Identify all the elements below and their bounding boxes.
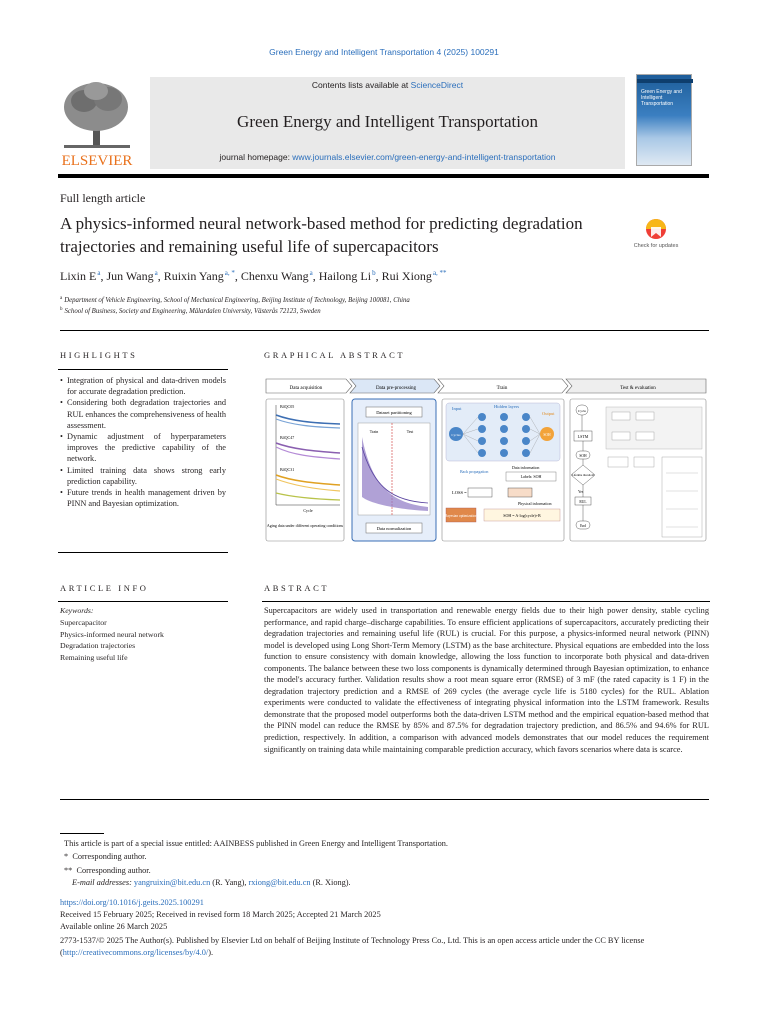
crossmark-badge[interactable] (633, 218, 679, 258)
elsevier-logo[interactable] (58, 77, 136, 169)
abstract-body: Supercapacitors are widely used in transportation and renewable energy fields due to their high power density, stable cycling performance, and rapid charge–discharge capabilities. To ensure efficient applications of supercapacitors, accurately predicting their degradation trajectories and remaining useful life (RUL) is crucial. For this purpose, a physics-informed neural network (PINN) model is developed using Long Short-Term Memory (LSTM) as the base architecture. Physical equations are embedded into the loss function to ensure consistency with domain knowledge, allowing the loss function to incorporate both physical and data-driven components. The balance between these two loss components is dynamically determined through Bayesian optimization, to enhance the model's accuracy further. Validation results show a root mean square error (RMSE) of 3 mF (the rated capacity is 1 F) in the degradation trajectory prediction and a RMSE of 269 cycles (the average cycle life is 5180 cycles) for the RUL. Ablation experiments were conducted to validate the effectiveness of integrating physical information into the LSTM framework. Results demonstrate that the proposed model outperforms both the data-driven LSTM method and the empirical equation-based method that the PINN model can reduce the RMSE by 85% and 87.5% for degradation trajectory prediction, and 86.5% and 94.6% for RUL prediction, respectively. In addition, a comparison with advanced models demonstrates that our model reduces the requirement significantly on training data while maintaining comparable prediction accuracy, which favors scenarios where data is scarce. (264, 606, 709, 754)
license-link[interactable]: http://creativecommons.org/licenses/by/4.0/ (62, 948, 209, 957)
homepage-link[interactable]: www.journals.elsevier.com/green-energy-and-intelligent-transportation (292, 152, 556, 162)
header-rule (58, 174, 709, 178)
author[interactable]: Jun Wang$^a$ (106, 269, 158, 283)
doi-line (60, 898, 204, 907)
doi-link[interactable]: https://doi.org/10.1016/j.geits.2025.100291 (60, 898, 204, 907)
highlights-heading: HIGHLIGHTS (60, 350, 138, 360)
crossmark-icon (646, 219, 666, 239)
article-title: A physics-informed neural network-based method for predicting degradation trajectories and remaining useful life of supercapacitors (60, 214, 583, 256)
lifetime-box: Lifetime threshold (571, 473, 595, 477)
stage-label: Data pre-processing (375, 386, 417, 391)
article-type: Full length article (60, 191, 146, 205)
email-link[interactable]: rxiong@bit.edu.cn (248, 878, 311, 887)
keyword: Physics-informed neural network (60, 629, 164, 639)
labels-soh: Labels: SOH (520, 474, 542, 479)
physical-info-label: Physical information (518, 501, 552, 506)
abstract-heading: ABSTRACT (264, 583, 330, 593)
author[interactable]: Rui Xiong$^{a, **}$ (381, 269, 447, 283)
yes-label: Yes (578, 490, 584, 494)
highlights-list (60, 375, 226, 509)
publisher-logo-text: ELSEVIER (61, 153, 133, 169)
article-info-heading: ARTICLE INFO (60, 583, 149, 593)
stage-label: Train (496, 386, 508, 391)
cell-label: B4QC47 (280, 435, 295, 440)
cell-label: B4QC31 (280, 467, 295, 472)
homepage-prefix: journal homepage: (219, 152, 293, 162)
input-label: Input (452, 406, 462, 411)
highlights-rule-top (58, 369, 228, 370)
end-box: End (580, 524, 586, 528)
author[interactable]: Ruixin Yang$^{a, *}$ (163, 269, 235, 283)
affiliation-a: $^a$ Department of Vehicle Engineering, School of Mechanical Engineering, Beijing Institute of Technology, Beijing 100081, China (60, 296, 410, 304)
highlight-item: • Integration of physical and data-driven models for accurate degradation prediction. (60, 375, 226, 397)
aging-caption: Aging data under different operating conditions (266, 523, 344, 528)
sciencedirect-link[interactable]: ScienceDirect (410, 80, 464, 90)
journal-cover[interactable] (636, 74, 692, 166)
stage-label: Data acquisition (289, 386, 323, 391)
partition-label: Dataset partitioning (376, 410, 412, 415)
highlight-item: • Future trends in health management driven by PINN and Bayesian optimization. (60, 487, 226, 509)
cycles-node: Cycles (451, 433, 461, 437)
homepage-line (150, 152, 625, 162)
highlight-item: • Limited training data shows strong early prediction capability. (60, 465, 226, 487)
tree-icon (64, 82, 130, 148)
journal-title: Green Energy and Intelligent Transportation (237, 112, 538, 131)
x-axis-label: Cycle (303, 508, 313, 513)
journal-reference[interactable]: Green Energy and Intelligent Transportation 4 (2025) 100291 (269, 47, 499, 57)
backprop-label: Back propagation (460, 469, 489, 474)
article-info-rule (58, 601, 228, 602)
preprocessing-panel (352, 399, 436, 541)
keyword: Supercapacitor (60, 618, 107, 627)
cycle-box: Cycle (577, 409, 587, 413)
hidden-label: Hidden layers (494, 404, 520, 409)
email-link[interactable]: yangruixin@bit.edu.cn (133, 878, 211, 887)
graphical-abstract-heading: GRAPHICAL ABSTRACT (264, 350, 406, 360)
physical-equation: SOH = A·log(cycle)+B (503, 513, 541, 518)
author[interactable]: Lixin $E^a$ (60, 269, 101, 283)
cover-title: Green Energy and Intelligent Transportation (641, 89, 682, 107)
section-divider (60, 330, 709, 331)
keywords-list (60, 617, 164, 663)
affiliation-b: $^b$ School of Business, Society and Engineering, Mälardalen University, Västerås 72123, Sweden (60, 307, 321, 315)
stage-arrows (266, 379, 706, 393)
loss-label: LOSS = (452, 490, 467, 495)
highlights-rule-bottom (58, 552, 228, 553)
network-panel (442, 399, 564, 541)
author[interactable]: Hailong Li$^b$ (318, 269, 376, 283)
special-issue-note: This article is part of a special issue entitled: AAINBESS published in Green Energy and Intelligent Transportation. (64, 839, 448, 848)
contents-prefix: Contents lists available at (311, 80, 411, 90)
soh-box: SOH (579, 454, 587, 458)
highlight-item: • Dynamic adjustment of hyperparameters improves the predictive capability of the network. (60, 431, 226, 465)
cell-label: B4QC05 (280, 404, 295, 409)
stage-label: Test & evaluation (620, 386, 656, 391)
soh-node: SOH (543, 433, 551, 437)
bayes-label: Bayesian optimization (444, 514, 478, 518)
abstract-rule (262, 601, 710, 602)
author-list: Lixin $E^a$, Jun Wang$^a$, Ruixin Yang$^{a, *}$, Chenxu Wang$^a$, Hailong Li$^b$, Rui Xiong$^{a, **}$ (60, 269, 447, 283)
section-divider (60, 799, 709, 800)
test-label: Test (406, 429, 414, 434)
evaluation-panel (570, 399, 706, 541)
normalization-label: Data normalization (376, 526, 412, 531)
contents-line (150, 80, 625, 90)
cover-band (637, 79, 693, 83)
crossmark-label: Check for updates (633, 243, 679, 249)
corresponding-author-note: * Corresponding author. (64, 852, 147, 861)
email-addresses: E-mail addresses: yangruixin@bit.edu.cn (R. Yang), rxiong@bit.edu.cn (R. Xiong). (72, 878, 351, 887)
graphical-abstract-figure[interactable] (262, 377, 710, 545)
footnote-rule (60, 833, 104, 834)
highlight-item: • Considering both degradation trajectories and RUL enhances the comprehensiveness of health assessment. (60, 397, 226, 431)
rul-box: RUL (579, 500, 587, 504)
train-label: Train (369, 429, 379, 434)
copyright-notice: 2773-1537/© 2025 The Author(s). Published by Elsevier Ltd on behalf of Beijing Institute of Technology Press Co., Ltd. This is an open access article under the CC BY license (http://creativecommons.org/licenses/by/4.0/). (60, 936, 645, 957)
lstm-box: LSTM (577, 434, 589, 439)
output-label: Output (542, 411, 555, 416)
online-date: Available online 26 March 2025 (60, 922, 168, 931)
data-info-label: Data information (512, 465, 540, 470)
author[interactable]: Chenxu Wang$^a$ (240, 269, 313, 283)
keyword: Degradation trajectories (60, 641, 136, 650)
corresponding-author-note: ** Corresponding author. (64, 866, 151, 875)
aging-data-panel (266, 399, 344, 541)
keywords-label: Keywords: (60, 606, 94, 615)
received-dates: Received 15 February 2025; Received in revised form 18 March 2025; Accepted 21 March 2025 (60, 910, 381, 919)
keyword: Remaining useful life (60, 652, 128, 662)
